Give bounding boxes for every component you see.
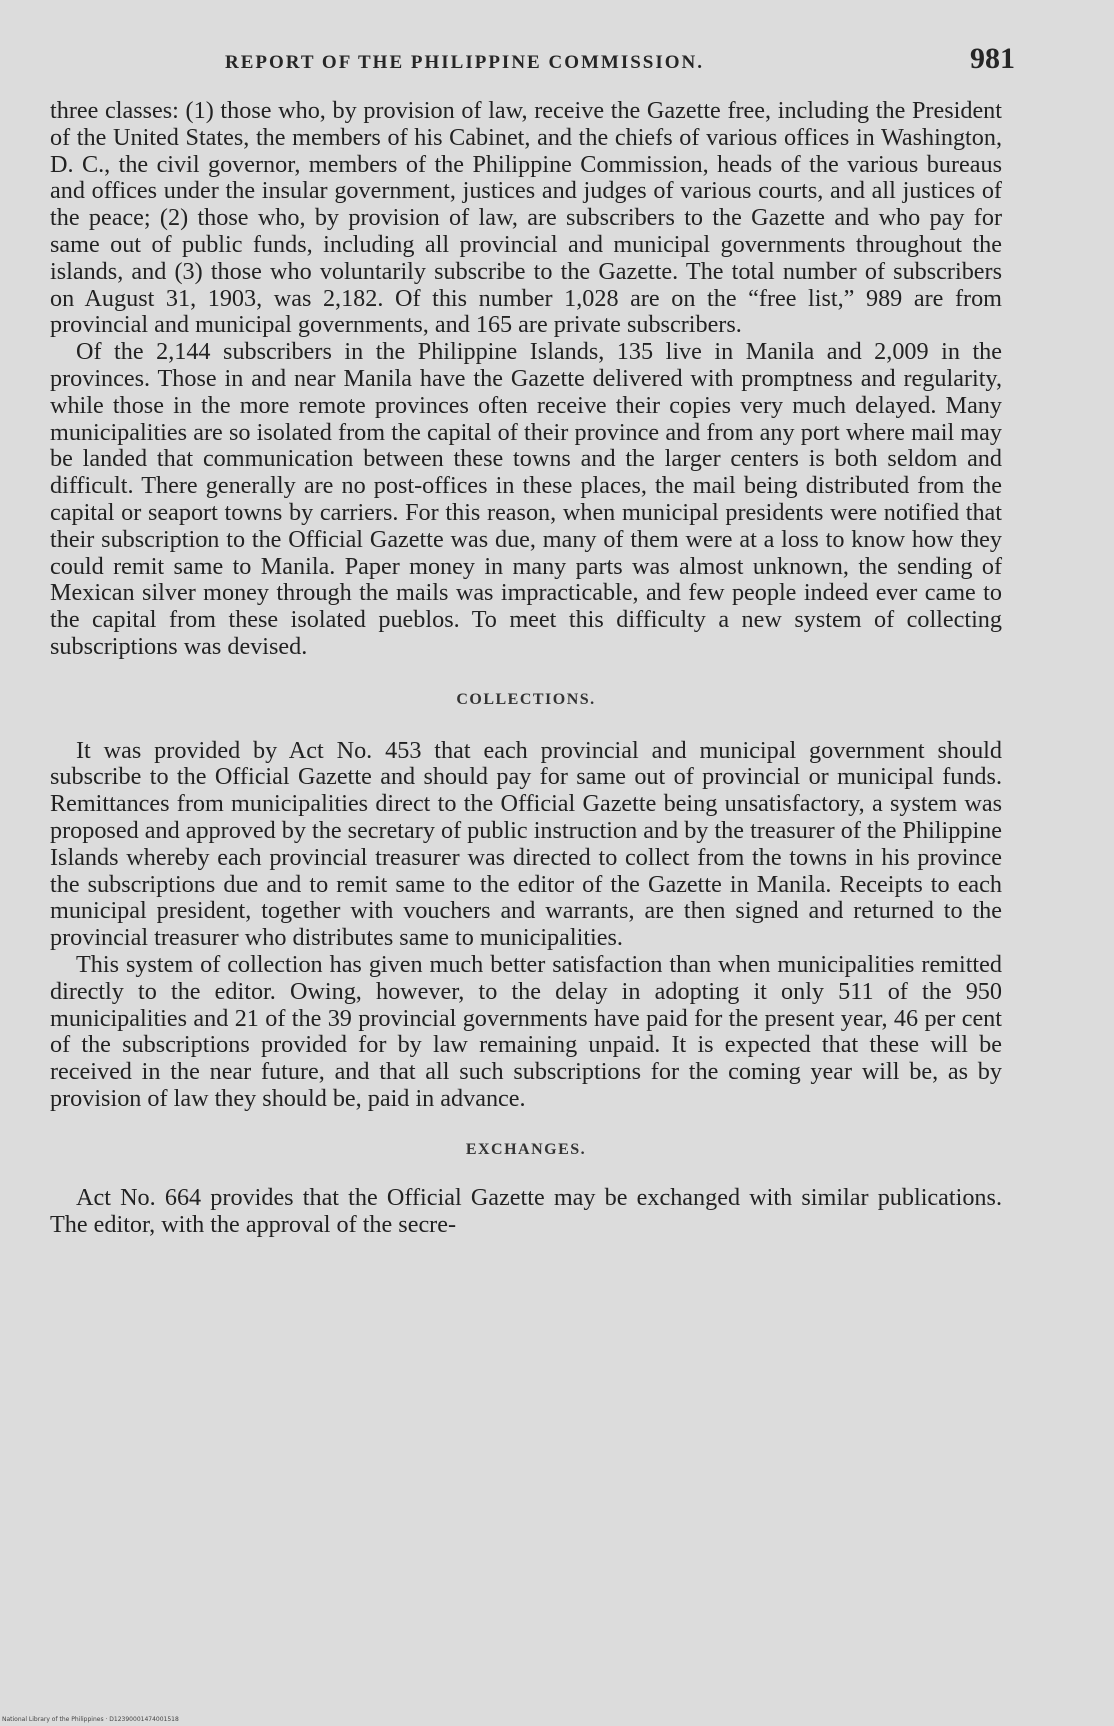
heading-collections: COLLECTIONS. (456, 690, 596, 708)
paragraph-subscriber-classes: three classes: (1) those who, by provision of law, receive the Gazette free, including the President of the United States, the members of his Cabinet, and the chiefs of various offices in Washington, D. C., the civil governor, members of the Philippine Commission, heads of the various bureaus and offices under the insular government, justices and judges of various courts, and all justices of the peace; (2) those who, by provision of law, are subscribers to the Gazette and who pay for same out of public funds, including all provincial and municipal governments throughout the islands, and (3) those who voluntarily subscribe to the Gazette. The total number of subscribers on August 31, 1903, was 2,182. Of this number 1,028 are on the “free list,” 989 are from provincial and municipal governments, and 165 are private subscribers. (50, 97, 1002, 339)
page-number: 981 (970, 42, 1015, 75)
page-header (225, 42, 1015, 76)
heading-exchanges: EXCHANGES. (465, 1140, 587, 1158)
paragraph-collection-system: This system of collection has given much better satisfaction than when municipalities remitted directly to the editor. Owing, however, to the delay in adopting it only 511 of the 950 municipalities and 21 of the 39 provincial governments have paid for the present year, 46 per cent of the subscriptions provided for by law remaining unpaid. It is expected that these will be received in the near future, and that all such subscriptions for the coming year will be, as by provision of law they should be, paid in advance. (50, 950, 1002, 1112)
paragraph-act-453: It was provided by Act No. 453 that each provincial and municipal government should subscribe to the Official Gazette and should pay for same out of provincial or municipal funds. Remittances from municipalities direct to the Official Gazette being unsatisfactory, a system was proposed and approved by the secretary of public instruction and by the treasurer of the Philippine Islands whereby each provincial treasurer was directed to collect from the towns in his province the subscriptions due and to remit same to the editor of the Gazette in Manila. Receipts to each municipal president, together with vouchers and warrants, are then signed and returned to the provincial treasurer who distributes same to municipalities. (50, 736, 1002, 952)
paragraph-subscriber-distribution: Of the 2,144 subscribers in the Philippine Islands, 135 live in Manila and 2,009 in the provinces. Those in and near Manila have the Gazette delivered with promptness and regularity, while those in the more remote provinces often receive their copies very much delayed. Many municipalities are so isolated from the capital of their province and from any port where mail may be landed that communication between these towns and the larger centers is both seldom and difficult. There generally are no post-offices in these places, the mail being distributed from the capital or seaport towns by carriers. For this reason, when municipal presidents were notified that their subscription to the Official Gazette was due, many of them were at a loss to know how they could remit same to Manila. Paper money in many parts was almost unknown, the sending of Mexican silver money through the mails was impracticable, and few people indeed ever came to the capital from these isolated pueblos. To meet this difficulty a new system of collecting subscriptions was devised. (50, 338, 1002, 660)
running-head: REPORT OF THE PHILIPPINE COMMISSION. (225, 52, 705, 73)
body-text (50, 98, 1002, 1239)
paragraph-act-664: Act No. 664 provides that the Official Gazette may be exchanged with similar publications. The editor, with the approval of the secre- (50, 1184, 1002, 1239)
scan-footer-note: National Library of the Philippines · D12390001474001518 (2, 1716, 179, 1723)
